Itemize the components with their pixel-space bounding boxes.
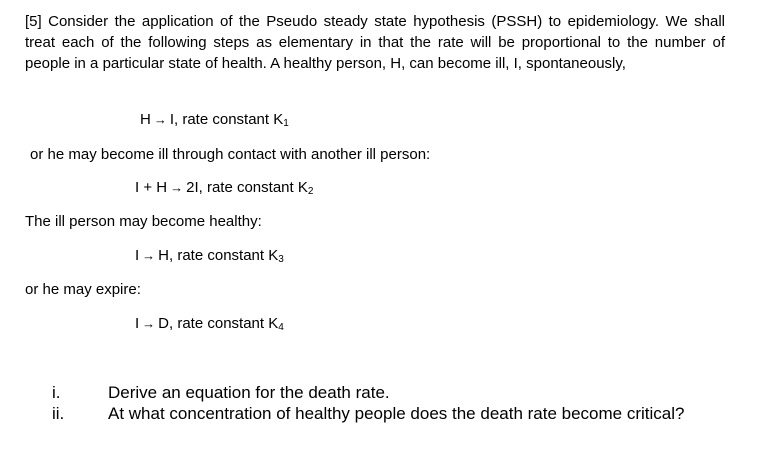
text-contact-illness: or he may become ill through contact with another ill person:: [30, 146, 431, 163]
question-2: [52, 403, 732, 447]
reaction-arrow-icon: →: [153, 112, 167, 127]
reaction-4-lhs: I: [135, 315, 140, 332]
rate-constant-subscript-2: 2: [307, 186, 314, 197]
text-expire: or he may expire:: [25, 281, 141, 298]
reaction-3-rhs: H, rate constant K: [158, 247, 279, 264]
question-2-number: ii.: [52, 404, 65, 423]
question-1-number: i.: [52, 383, 61, 402]
reaction-step-2: [135, 178, 313, 202]
reaction-1-rhs: I, rate constant K: [169, 111, 284, 128]
reaction-arrow-icon: →: [142, 316, 156, 331]
reaction-arrow-icon: →: [170, 180, 184, 195]
reaction-step-3: [135, 246, 284, 270]
problem-intro: [5] Consider the application of the Pseudo steady state hypothesis (PSSH) to epidemiology. We shall treat each of the following steps as elementary in that the rate will be proportional to the number of people in a particular state of health. A healthy person, H, can become ill, I, spontaneously,: [25, 13, 725, 72]
question-1-text: Derive an equation for the death rate.: [108, 383, 390, 402]
question-2-text: At what concentration of healthy people does the death rate become critical?: [108, 404, 685, 423]
reaction-1-lhs: H: [140, 111, 151, 128]
reaction-2-rhs: 2I, rate constant K: [186, 179, 308, 196]
reaction-4-rhs: D, rate constant K: [158, 315, 279, 332]
rate-constant-subscript-1: 1: [283, 118, 289, 129]
reaction-3-lhs: I: [135, 247, 140, 264]
reaction-step-4: [135, 314, 284, 338]
rate-constant-subscript-3: 3: [278, 254, 284, 265]
question-1: [52, 382, 732, 403]
rate-constant-subscript-4: 4: [278, 322, 284, 333]
reaction-2-lhs: I + H: [135, 179, 168, 196]
reaction-step-1: [140, 110, 289, 134]
text-recovery: The ill person may become healthy:: [25, 213, 262, 230]
reaction-arrow-icon: →: [142, 248, 156, 263]
